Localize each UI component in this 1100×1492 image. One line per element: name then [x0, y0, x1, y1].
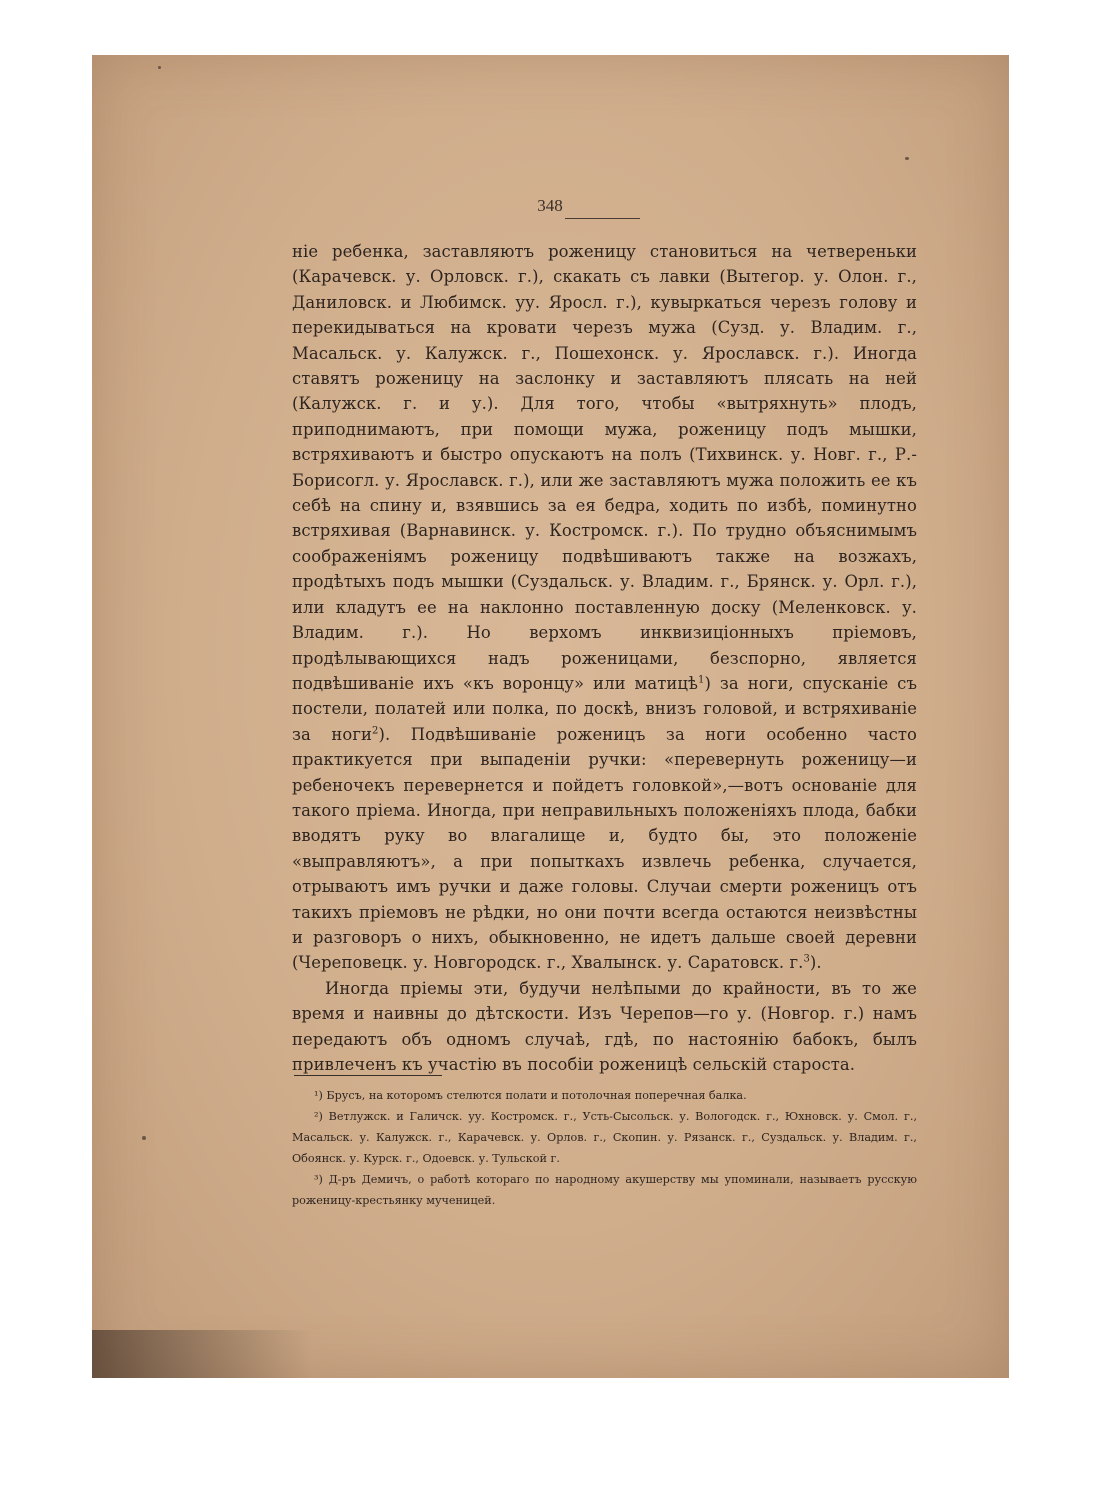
footnote: ²) Ветлужск. и Галичск. уу. Костромск. г., Усть-Сысольск. у. Вологодск. г., Юхновск. у. Смол. г., Масальск. у. Калужск. г., Карачевск. у. Орлов. г., Скопин. у. Рязанск. г., Суздальск. у. Владим. г., Обоянск. у. Курск. г., Одоевск. у. Тульской г.: [292, 1110, 917, 1165]
paragraph: [292, 239, 917, 976]
page-number: 348: [537, 196, 563, 215]
paragraph-text: ) за ноги, спусканіе съ постели, полатей или полка, по доскѣ, внизъ головой, и встряхиваніе за ноги: [292, 673, 917, 744]
page-corner-shadow: [92, 1330, 312, 1378]
scan-speck: [142, 1136, 146, 1140]
footnote-ref: 2: [372, 725, 379, 737]
paragraph-text: ). Подвѣшиваніе роженицъ за ноги особенно часто практикуется при выпаденіи ручки: «перевернуть роженицу—и ребеночекъ перевернется и пойдетъ головкой»,—вотъ основаніе для такого пріема. Иногда, при неправильныхъ положеніяхъ плода, бабки вводятъ руку во влагалище и, будто бы, это положеніе «выправляютъ», а при попыткахъ извлечь ребенка, случается, отрываютъ имъ ручки и даже головы. Случаи смерти роженицъ отъ такихъ пріемовъ не рѣдки, но они почти всегда остаются неизвѣстны и разговоръ о нихъ, обыкновенно, не идетъ дальше своей деревни (Череповецк. у. Новгородск. г., Хвалынск. у. Саратовск. г.: [292, 724, 917, 973]
footnote-ref: 1: [698, 674, 705, 686]
footnote-ref: 3: [803, 953, 810, 965]
paragraph-text: ).: [809, 953, 822, 973]
scan-speck: [158, 66, 161, 69]
footnote: ³) Д-ръ Демичъ, о работѣ котораго по народному акушерству мы упоминали, называетъ русскую роженицу-крестьянку мученицей.: [292, 1173, 917, 1207]
paragraph: Иногда пріемы эти, будучи нелѣпыми до крайности, въ то же время и наивны до дѣтскости. Изъ Черепов—го у. (Новгор. г.) намъ передаютъ объ одномъ случаѣ, гдѣ, по настоянію бабокъ, былъ привлеченъ къ участію въ пособіи роженицѣ сельскій староста.: [292, 978, 917, 1074]
body-text: [292, 239, 917, 1077]
paragraph-text: ніе ребенка, заставляютъ роженицу становиться на четвереньки (Карачевск. у. Орловск. г.), скакать съ лавки (Вытегор. у. Олон. г., Даниловск. и Любимск. уу. Яросл. г.), кувыркаться черезъ голову и перекидываться на кровати черезъ мужа (Сузд. у. Владим. г., Масальск. у. Калужск. г., Пошехонск. у. Ярославск. г.). Иногда ставятъ роженицу на заслонку и заставляютъ плясать на ней (Калужск. г. и у.). Для того, чтобы «вытряхнуть» плодъ, приподнимаютъ, при помощи мужа, роженицу подъ мышки, встряхиваютъ и быстро опускаютъ на полъ (Тихвинск. у. Новг. г., Р.-Борисогл. у. Ярославск. г.), или же заставляютъ мужа положить ее къ себѣ на спину и, взявшись за ея бедра, ходить по избѣ, поминутно встряхивая (Варнавинск. у. Костромск. г.). По трудно объяснимымъ соображеніямъ роженицу подвѣшиваютъ также на возжахъ, продѣтыхъ подъ мышки (Суздальск. у. Владим. г., Брянск. у. Орл. г.), или кладутъ ее на наклонно поставленную доску (Меленковск. у. Владим. г.). Но верхомъ инквизиціонныхъ пріемовъ, продѣлывающихся надъ роженицами, безспорно, является подвѣшиваніе ихъ «къ воронцу» или матицѣ: [292, 242, 917, 693]
scan-speck: [905, 157, 909, 160]
page-number-rule: [565, 218, 640, 219]
footnote-rule: [294, 1075, 442, 1076]
footnotes: [292, 1085, 917, 1211]
footnote: ¹) Брусъ, на которомъ стелются полати и потолочная поперечная балка.: [314, 1089, 747, 1102]
